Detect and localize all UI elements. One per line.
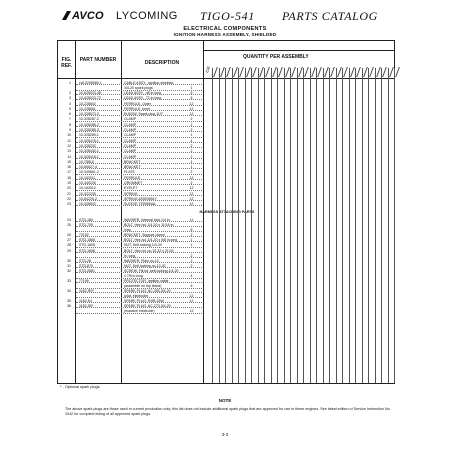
row-rule [76, 200, 202, 201]
table-row [58, 112, 396, 116]
page-header [62, 9, 392, 25]
fig-ref-cell: 30 [67, 258, 71, 263]
table-row [58, 117, 396, 121]
description-cell: SPARK PLUG, RHB-33W [124, 298, 164, 303]
part-number-cell: 10-163012 [79, 186, 96, 191]
row-rule [76, 147, 202, 148]
row-rule [76, 152, 202, 153]
description-cell: CLAMP [124, 117, 137, 122]
row-rule [76, 247, 202, 248]
fig-ref-cell: 19 [67, 181, 71, 185]
description-cell: CLAMP [124, 149, 137, 154]
qty-grid-line [362, 68, 363, 383]
qty-grid-line [238, 68, 239, 383]
table-row [58, 128, 396, 132]
table-row [58, 144, 396, 148]
quantity-cell: 1 [190, 86, 193, 91]
row-rule [76, 190, 202, 191]
qty-grid-line [277, 68, 278, 383]
part-number-cell: 10-349226 [79, 181, 96, 185]
fig-ref-cell: 18 [67, 175, 71, 180]
quantity-cell: 4 [190, 274, 193, 279]
table-row [58, 186, 396, 190]
qty-grid-line [323, 68, 324, 383]
row-rule [76, 158, 202, 159]
col-header-fig-ref: FIG. REF. [61, 57, 72, 69]
table-row [58, 202, 396, 206]
table-row [58, 233, 396, 237]
row-rule [76, 226, 202, 227]
row-rule [76, 163, 202, 164]
table-row [58, 139, 396, 143]
quantity-cell: 1 [190, 133, 193, 138]
qty-grid-line [290, 68, 291, 383]
row-rule [76, 282, 202, 283]
description-cell: WASHER, Plain,no.10 [124, 258, 159, 263]
row-rule [76, 262, 202, 263]
part-number-cell: STD-2881 [79, 269, 95, 274]
fig-ref-cell: 29 [67, 248, 71, 253]
row-rule [76, 302, 202, 303]
fig-ref-cell: 34 [67, 288, 71, 293]
row-rule [76, 94, 202, 95]
quantity-cell: 2 [190, 117, 193, 122]
row-rule [76, 313, 202, 314]
table-row [58, 299, 396, 303]
table-row [58, 181, 396, 185]
fig-ref-cell: 14 [67, 154, 71, 159]
table-row [58, 289, 396, 293]
quantity-cell: 11 [189, 217, 194, 222]
quantity-cell: 12 [189, 191, 194, 196]
qty-grid-line [271, 68, 272, 383]
part-number-cell: STD-879 [79, 263, 94, 268]
row-rule [76, 168, 202, 169]
description-cell: CLAMP [124, 122, 137, 127]
fig-ref-cell: 25 [67, 222, 71, 227]
part-number-cell: STD-705 [79, 222, 94, 227]
note-text: The above spark plugs are those used in current production only; this list does not include additional spark plugs that are approved for use in these engines. See latest edition of Service Instruction No. 1042 for complete listing of all approved spark plugs. [65, 407, 391, 416]
quantity-cell: 2 [190, 154, 193, 159]
qty-grid-line [225, 68, 226, 383]
description-cell: in. long [124, 253, 136, 258]
table-row [58, 279, 396, 283]
description-cell: FERRULE, Inner [124, 106, 151, 111]
qty-grid-line [232, 68, 233, 383]
description-cell: SPARK PLUG, AC-283,3/4-20 [124, 288, 171, 293]
quantity-cell: 2 [190, 149, 193, 154]
quantity-cell: 6 [190, 90, 193, 95]
qty-grid-line [212, 68, 213, 383]
fig-ref-cell: 4 [69, 101, 71, 106]
logo-mark-icon [62, 11, 71, 20]
quantity-cell: 12 [189, 101, 194, 106]
col-header-quantity: QUANTITY PER ASSEMBLY [243, 54, 309, 60]
quantity-cell: 2 [190, 143, 193, 148]
fig-ref-cell: 32 [67, 269, 71, 274]
description-cell: CLAMP [124, 133, 137, 138]
description-cell: BOLT, Hex.hd.,no.10-32 x 21/32 [124, 248, 174, 253]
qty-grid-line [297, 68, 298, 383]
qty-grid-line [329, 68, 330, 383]
description-cell: 3/4-20 spark plugs [124, 86, 153, 91]
quantity-cell: 1 [190, 165, 193, 170]
description-cell: FERRULE [124, 175, 141, 180]
quantity-cell: 2 [190, 128, 193, 132]
quantity-cell: 12 [189, 196, 194, 201]
description-cell: LEAD ASSY., 48 in.long [124, 90, 161, 95]
table-row [58, 269, 396, 273]
description-cell: GROMMET [124, 181, 143, 185]
description-cell: ELBOW, Spark plug,110° [124, 112, 164, 117]
fig-ref-cell: 8 [69, 122, 71, 127]
part-number-cell: 10-328232 [79, 143, 96, 148]
qty-header-slant [395, 67, 401, 77]
quantity-cell: 6 [190, 284, 193, 289]
description-cell: NUT, Self-locking,1/4-20 [124, 243, 162, 248]
table-row [58, 123, 396, 127]
quantity-cell: 1 [190, 243, 193, 248]
part-number-cell: 10-228602 [79, 101, 96, 106]
table-row [58, 81, 396, 85]
qty-grid-line [245, 68, 246, 383]
quantity-cell: 2 [190, 181, 193, 185]
row-rule [76, 272, 202, 273]
description-cell: SLEEVE TERMINAL [124, 202, 157, 207]
table-row [58, 259, 396, 263]
part-number-cell: 10-328288-3 [79, 128, 99, 132]
row-rule [76, 131, 202, 132]
table-row [58, 192, 396, 196]
part-number-cell: 10-328288-2 [79, 122, 99, 127]
description-cell: BRACKET [124, 159, 141, 164]
description-cell: NUT, Self-locking,no.10-32 [124, 263, 166, 268]
part-number-cell: 10-322235 [79, 191, 96, 196]
quantity-cell: 12 [189, 186, 194, 191]
fig-ref-cell: 12 [67, 143, 71, 148]
fig-ref-cell: 10 [67, 133, 71, 138]
row-rule [76, 221, 202, 222]
description-cell: CLAMP [124, 128, 137, 132]
table-row [58, 165, 396, 169]
quantity-cell: 2 [190, 122, 193, 127]
quantity-cell: 8 [190, 228, 193, 233]
catalog-title: PARTS CATALOG [282, 9, 378, 23]
fig-ref-cell: 28 [67, 243, 71, 248]
table-row [58, 96, 396, 100]
fig-ref-cell: 23 [67, 202, 71, 207]
fig-ref-cell: 5 [69, 106, 71, 111]
row-rule [76, 84, 202, 85]
engine-model: TIGO-541 [200, 9, 255, 23]
fig-ref-cell: 36 [67, 304, 71, 309]
description-cell: (massive electrode) [124, 309, 155, 314]
table-row [58, 218, 396, 222]
qty-grid-line [375, 68, 376, 383]
quantity-cell: 6 [190, 96, 193, 101]
part-number-cell: 10-328573-3 [79, 112, 99, 117]
part-number-cell: 10-328289-1 [79, 133, 99, 138]
description-cell: (assemble on top leads) [124, 284, 162, 289]
table-row [58, 155, 396, 159]
row-rule [76, 307, 202, 308]
row-rule [76, 115, 202, 116]
avco-logo [62, 10, 104, 22]
qty-grid-line [258, 68, 259, 383]
row-rule [76, 195, 202, 196]
fig-ref-cell: 3 [69, 96, 71, 101]
part-number-cell: 10-84225-2 [79, 196, 97, 201]
part-number-cell: STD-1605 [79, 243, 95, 248]
row-rule [76, 241, 202, 242]
row-rule [76, 267, 202, 268]
fig-ref-cell: 20 [67, 186, 71, 191]
note-title: NOTE [218, 398, 232, 403]
table-row [58, 133, 396, 137]
quantity-cell: 4 [190, 138, 193, 143]
description-cell: SPRING [124, 191, 138, 196]
qty-grid-line [219, 68, 220, 383]
section-title: ELECTRICAL COMPONENTS [183, 26, 267, 32]
row-rule [76, 236, 202, 237]
description-cell: PLATE [124, 170, 135, 175]
table-row [58, 238, 396, 242]
fig-ref-cell: 16 [67, 165, 71, 170]
quantity-cell: 1 [190, 238, 193, 242]
description-cell: EYELET [124, 186, 138, 191]
quantity-cell: 12 [189, 202, 194, 207]
table-row [58, 309, 396, 313]
fig-ref-cell: 15 [67, 159, 71, 164]
description-cell: CABLE ASSY., Ignition,shielded, [124, 81, 175, 85]
row-rule [76, 252, 202, 253]
part-number-cell: STD-180 [79, 217, 94, 222]
table-row [58, 243, 396, 247]
qty-grid-line [251, 68, 252, 383]
row-rule [76, 184, 202, 185]
quantity-cell: 12 [189, 106, 194, 111]
part-number-cell: 10-628023-48 [79, 90, 101, 95]
qty-grid-line [394, 68, 395, 383]
table-row [58, 149, 396, 153]
qty-grid-line [368, 68, 369, 383]
description-cell: CLAMP [124, 143, 137, 148]
row-rule [76, 121, 202, 122]
qty-grid-line [381, 68, 382, 383]
fig-ref-cell: 31 [67, 263, 71, 268]
table-row [58, 91, 396, 95]
qty-grid-line [342, 68, 343, 383]
qty-grid-line [316, 68, 317, 383]
fig-ref-cell: 9 [69, 128, 71, 132]
qty-grid-line [388, 68, 389, 383]
assembly-title: IGNITION HARNESS ASSEMBLY, SHIELDED [173, 32, 277, 37]
part-number-cell: 10-328432-1 [79, 149, 99, 154]
table-row [58, 107, 396, 111]
part-number-cell: 10-80627-4 [79, 165, 97, 170]
description-cell: CLAMP [124, 138, 137, 143]
description-cell: LEAD ASSY., 72 in.long [124, 96, 161, 101]
row-rule [76, 110, 202, 111]
row-rule [76, 174, 202, 175]
part-number-cell: 10-78816 [79, 159, 94, 164]
row-rule [76, 137, 202, 138]
part-number-cell: LW-5208580-1 [79, 81, 102, 85]
description-cell: BOLT, Hex.hd.,1/4-20 x 5/8 in.long [124, 238, 178, 242]
description-cell: (plat. electrode) [124, 294, 149, 299]
row-rule [76, 142, 202, 143]
part-number-cell: 10-328287-2 [79, 117, 99, 122]
qty-grid-line [349, 68, 350, 383]
part-number-cell: 10-628023-72 [79, 96, 101, 101]
fig-ref-cell: 22 [67, 196, 71, 201]
table-row [58, 102, 396, 106]
quantity-cell: 12 [189, 309, 194, 314]
part-number-cell: 72152 [79, 232, 89, 237]
quantity-cell: 12 [189, 175, 194, 180]
part-number-cell: 10-328418-1 [79, 154, 99, 159]
part-number-cell: 10-163011 [79, 175, 96, 180]
fig-ref-cell: 1 [69, 81, 71, 85]
quantity-cell: 12 [189, 298, 194, 303]
quantity-cell: 12 [189, 112, 194, 117]
fig-ref-cell: 35 [67, 298, 71, 303]
quantity-cell: 2 [190, 253, 193, 258]
part-number-cell: 77199 [79, 279, 89, 283]
description-cell: CLAMP [124, 154, 137, 159]
section-heading: HARNESS ATTACHING PARTS [199, 209, 255, 214]
description-cell: SPARK PLUG, AC-273,3/4-20 [124, 304, 171, 309]
fig-ref-cell: 33 [67, 279, 71, 283]
row-rule [76, 179, 202, 180]
fig-ref-cell: 6 [69, 112, 71, 117]
description-cell: WASHER, Internal lock,1/4 in. [124, 217, 171, 222]
fig-ref-cell: 11 [67, 138, 71, 143]
col-header-part-number: PART NUMBER [79, 57, 117, 63]
quantity-cell: 12 [189, 294, 194, 299]
part-number-cell: 1182-E4 [79, 298, 92, 303]
qty-column-code: E3E [205, 65, 212, 74]
description-cell: BOLT, Hex.hd.,1/4-20 x 11/16 in. [124, 222, 175, 227]
quantity-cell: 2 [190, 232, 193, 237]
quantity-cell: 2 [190, 258, 193, 263]
part-number-cell: 10-349861-2 [79, 170, 99, 175]
page-number: 3-3 [221, 432, 229, 437]
part-number-cell: STD-1868 [79, 238, 95, 242]
qty-grid-line [264, 68, 265, 383]
row-rule [76, 292, 202, 293]
part-number-cell: 10-328476-1 [79, 138, 99, 143]
fig-ref-cell: 13 [67, 149, 71, 154]
fig-ref-cell: 24 [67, 217, 71, 222]
table-row [58, 197, 396, 201]
part-number-cell: 1182-RS* [79, 288, 94, 293]
part-number-cell: 10-228661 [79, 106, 96, 111]
qty-grid-line [303, 68, 304, 383]
quantity-cell: 1 [190, 159, 193, 164]
qty-grid-line [310, 68, 311, 383]
quantity-cell: 2 [190, 263, 193, 268]
description-cell: SPRING ASSEMBLY [124, 196, 157, 201]
fig-ref-cell: 7 [69, 117, 71, 122]
description-cell: PROTECTOR, Ignition cable [124, 279, 169, 283]
table-row [58, 176, 396, 180]
description-cell: x 7/8 in.long [124, 274, 143, 279]
fig-ref-cell: 26 [67, 232, 71, 237]
col-header-description: DESCRIPTION [144, 60, 180, 66]
parts-table [57, 40, 395, 384]
table-row [58, 264, 396, 268]
brand-name: LYCOMING [116, 10, 178, 22]
fig-ref-cell: 21 [67, 191, 71, 196]
description-cell: BRACKET, Support clamp [124, 232, 165, 237]
qty-grid-line [336, 68, 337, 383]
row-rule [76, 105, 202, 106]
table-row [58, 223, 396, 227]
table-row [58, 160, 396, 164]
table-row [58, 304, 396, 308]
table-row [58, 249, 396, 253]
row-rule [76, 99, 202, 100]
part-number-cell: 10-328502 [79, 202, 96, 207]
part-number-cell: STD-1658 [79, 248, 95, 253]
quantity-cell: 2 [190, 170, 193, 175]
table-row [58, 170, 396, 174]
part-number-cell: 1182-S5* [79, 304, 94, 309]
part-number-cell: STD-28 [79, 258, 92, 263]
footnote: * - Optional spark plugs. [60, 385, 101, 389]
fig-ref-cell: 27 [67, 238, 71, 242]
description-cell: FERRULE, Outer [124, 101, 152, 106]
qty-grid-line [284, 68, 285, 383]
fig-ref-cell: 17 [67, 170, 71, 175]
qty-grid-line [355, 68, 356, 383]
row-rule [76, 126, 202, 127]
row-rule [76, 205, 202, 206]
description-cell: BRACKET [124, 165, 141, 170]
fig-ref-cell: 2 [69, 90, 71, 95]
description-cell: long [124, 228, 131, 233]
description-cell: SCREW, Fill.hd.,self-locking,1/4-20 [124, 269, 179, 274]
logo-text: AVCO [72, 10, 104, 22]
